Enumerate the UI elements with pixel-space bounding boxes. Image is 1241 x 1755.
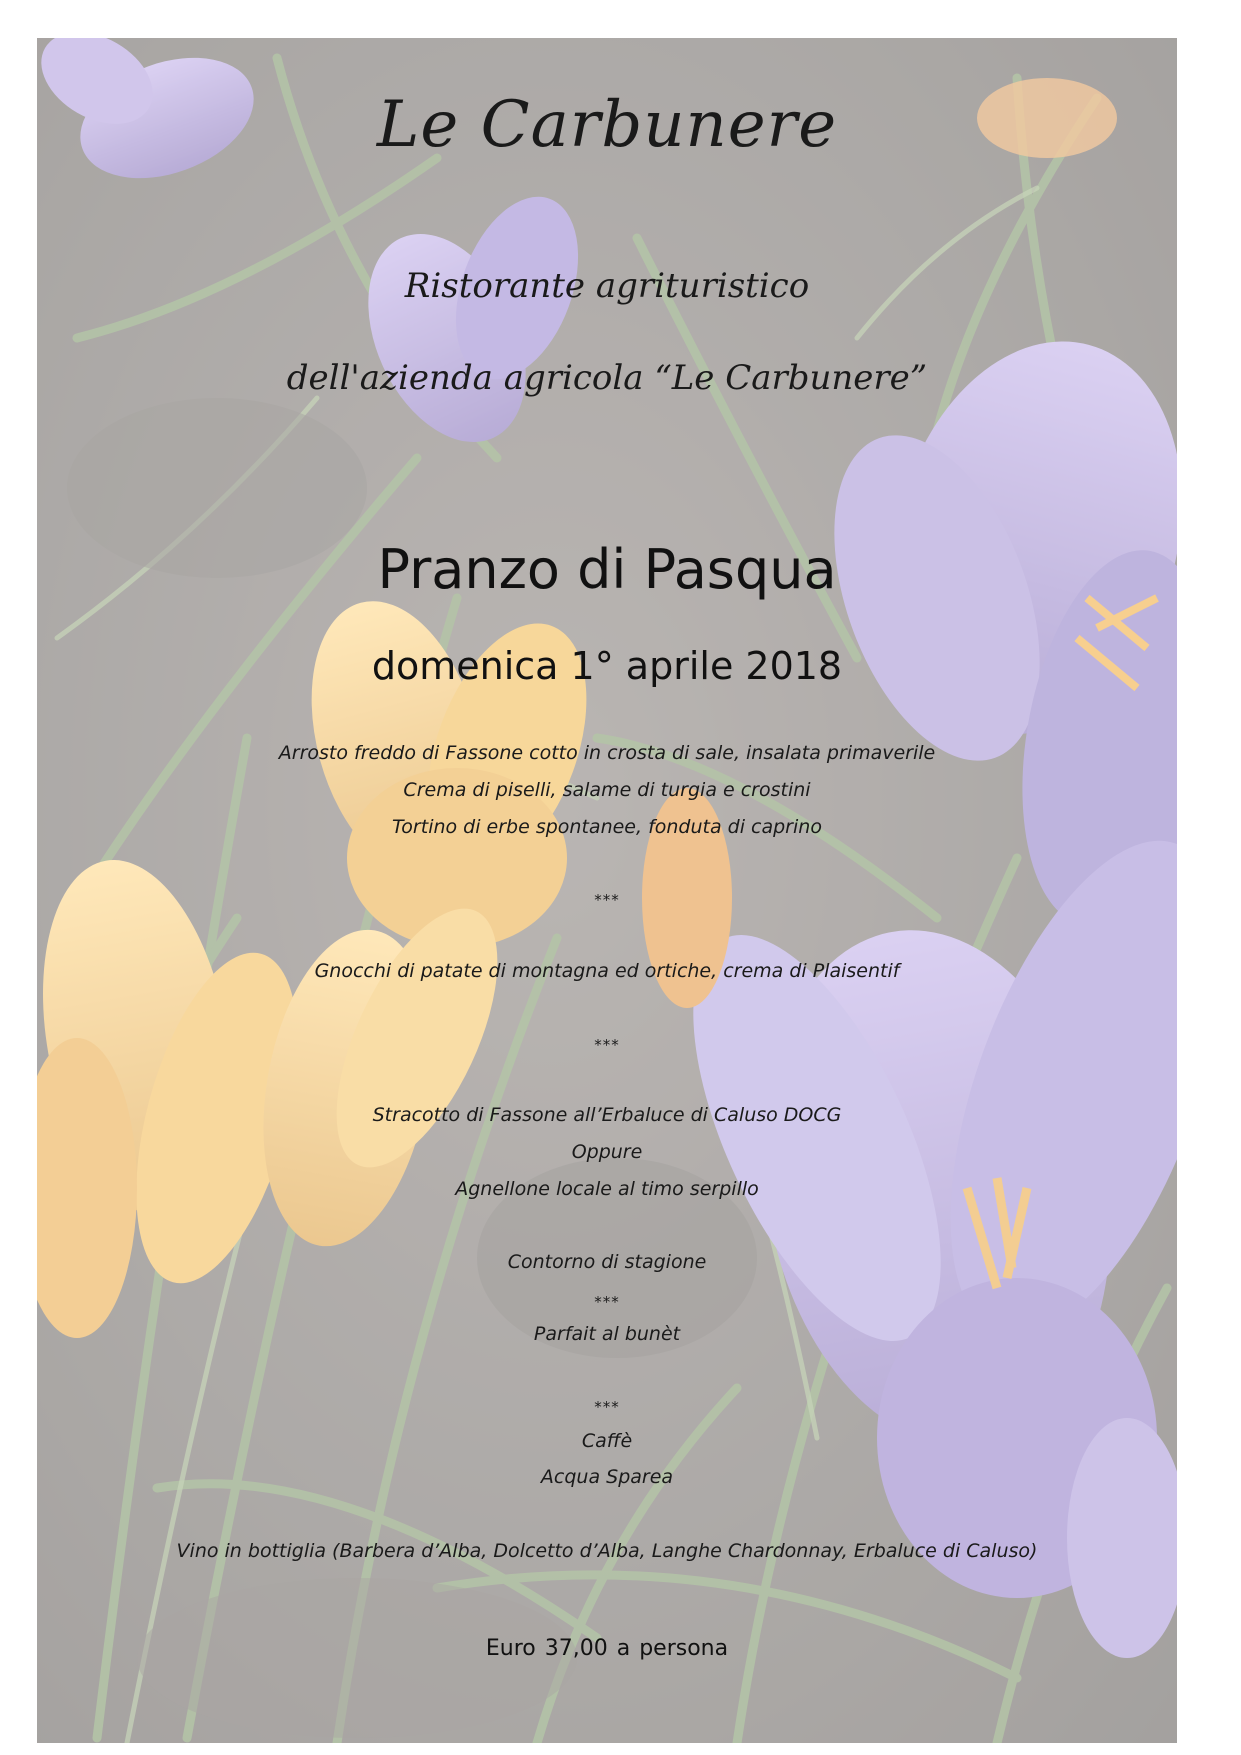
- course-separator: ***: [594, 891, 620, 909]
- course-separator: ***: [594, 1398, 620, 1416]
- menu-content: [37, 38, 1177, 1743]
- menu-item: Stracotto di Fassone all’Erbaluce di Caluso DOCG: [372, 1104, 842, 1126]
- menu-item: Contorno di stagione: [507, 1251, 707, 1273]
- course-separator: ***: [594, 1036, 620, 1054]
- event-title: Pranzo di Pasqua: [377, 538, 837, 601]
- subtitle-restaurant-type: Ristorante agrituristico: [404, 266, 810, 306]
- menu-item: Caffè: [581, 1430, 633, 1452]
- menu-item: Crema di piselli, salame di turgia e crostini: [403, 779, 811, 801]
- menu-item: Parfait al bunèt: [533, 1323, 681, 1345]
- menu-item: Tortino di erbe spontanee, fonduta di caprino: [392, 816, 822, 838]
- menu-item: Acqua Sparea: [540, 1466, 674, 1488]
- menu-item: Gnocchi di patate di montagna ed ortiche, crema di Plaisentif: [314, 960, 900, 982]
- restaurant-name: Le Carbunere: [376, 88, 838, 162]
- menu-item: Arrosto freddo di Fassone cotto in crosta di sale, insalata primaverile: [278, 742, 936, 764]
- menu-item: Oppure: [571, 1141, 643, 1163]
- event-date: domenica 1° aprile 2018: [371, 644, 843, 688]
- wine-line: Vino in bottiglia (Barbera d’Alba, Dolcetto d’Alba, Langhe Chardonnay, Erbaluce di Caluso): [176, 1540, 1038, 1562]
- menu-item: Agnellone locale al timo serpillo: [455, 1178, 759, 1200]
- price: Euro 37,00 a persona: [485, 1636, 729, 1661]
- course-separator: ***: [594, 1293, 620, 1311]
- subtitle-farm: dell'azienda agricola “Le Carbunere”: [286, 358, 928, 398]
- menu-page: [37, 38, 1177, 1743]
